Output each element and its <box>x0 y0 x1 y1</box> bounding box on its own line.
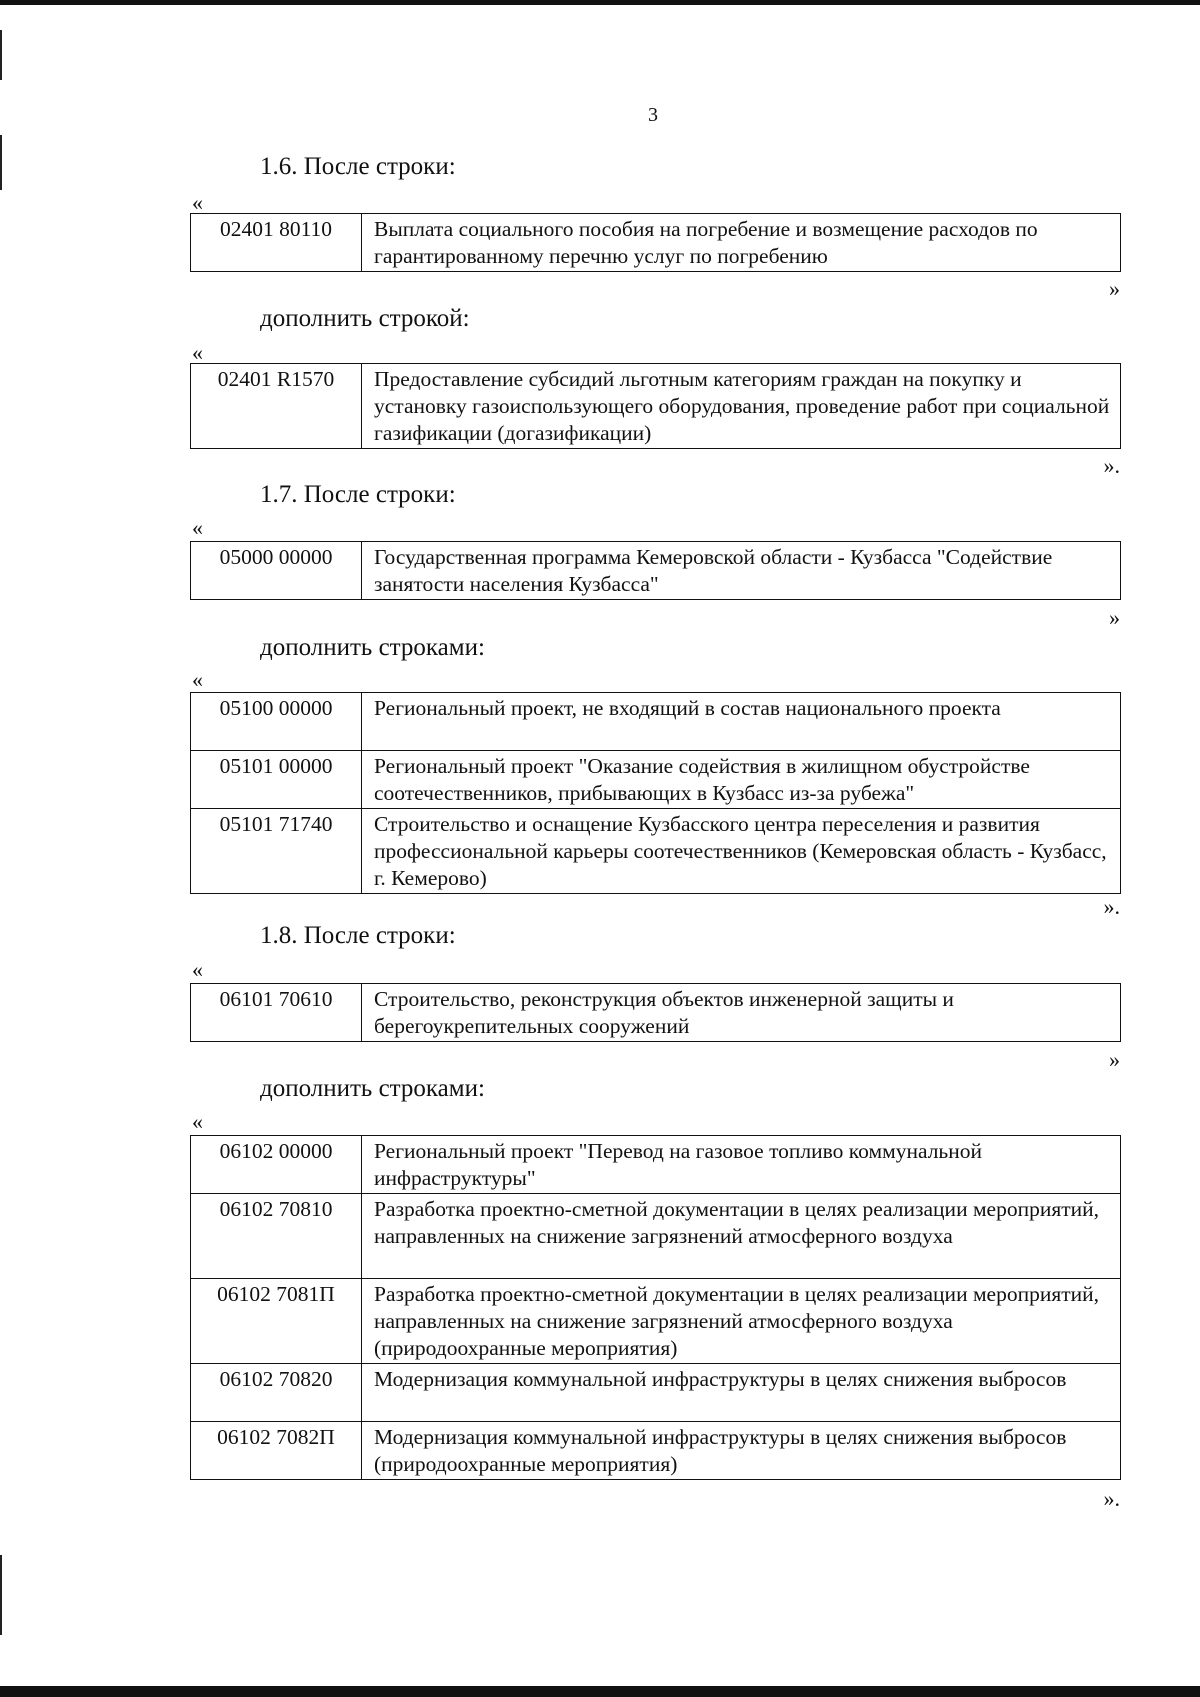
description-cell: Строительство и оснащение Кузбасского центра переселения и развития профессиональной карьеры соотечественников (Кемеровская область - Кузбасс, г. Кемерово) <box>362 809 1121 894</box>
top-scan-border <box>0 0 1200 5</box>
table-row <box>191 542 1121 600</box>
add-heading: дополнить строками: <box>260 634 485 661</box>
before-table <box>190 541 1121 600</box>
code-cell: 06102 7081П <box>191 1279 362 1364</box>
code-cell: 06102 7082П <box>191 1422 362 1480</box>
quote-open: « <box>192 957 203 982</box>
code-cell: 05101 00000 <box>191 751 362 809</box>
description-cell: Разработка проектно-сметной документации в целях реализации мероприятий, направленных на снижение загрязнений атмосферного воздуха <box>362 1194 1121 1279</box>
section-heading: 1.7. После строки: <box>260 481 456 508</box>
quote-open: « <box>192 340 203 365</box>
code-cell: 05000 00000 <box>191 542 362 600</box>
code-cell: 06101 70610 <box>191 984 362 1042</box>
quote-close: » <box>1109 276 1120 301</box>
table-row <box>191 1279 1121 1364</box>
add-table <box>190 363 1121 449</box>
section-heading: 1.6. После строки: <box>260 153 456 180</box>
add-heading: дополнить строками: <box>260 1075 485 1102</box>
table-row <box>191 1364 1121 1422</box>
table-row <box>191 693 1121 751</box>
add-heading: дополнить строкой: <box>260 305 470 332</box>
table-row <box>191 984 1121 1042</box>
code-cell: 02401 80110 <box>191 214 362 272</box>
quote-open: « <box>192 190 203 215</box>
description-cell: Модернизация коммунальной инфраструктуры в целях снижения выбросов <box>362 1364 1121 1422</box>
code-cell: 06102 70820 <box>191 1364 362 1422</box>
before-table <box>190 213 1121 272</box>
description-cell: Государственная программа Кемеровской области - Кузбасса "Содействие занятости населения Кузбасса" <box>362 542 1121 600</box>
code-cell: 05100 00000 <box>191 693 362 751</box>
scan-edge-mark <box>0 30 2 80</box>
table-row <box>191 364 1121 449</box>
quote-close: ». <box>1103 453 1120 478</box>
section-heading: 1.8. После строки: <box>260 922 456 949</box>
table-row <box>191 214 1121 272</box>
table-row <box>191 1136 1121 1194</box>
description-cell: Региональный проект, не входящий в состав национального проекта <box>362 693 1121 751</box>
page-number: 3 <box>648 104 658 126</box>
bottom-scan-border <box>0 1686 1200 1697</box>
add-table <box>190 692 1121 894</box>
add-table <box>190 1135 1121 1480</box>
code-cell: 06102 00000 <box>191 1136 362 1194</box>
description-cell: Строительство, реконструкция объектов инженерной защиты и берегоукрепительных сооружений <box>362 984 1121 1042</box>
description-cell: Разработка проектно-сметной документации в целях реализации мероприятий, направленных на снижение загрязнений атмосферного воздуха (природоохранные мероприятия) <box>362 1279 1121 1364</box>
quote-open: « <box>192 667 203 692</box>
quote-open: « <box>192 1109 203 1134</box>
scan-edge-mark <box>0 1555 2 1635</box>
description-cell: Региональный проект "Перевод на газовое топливо коммунальной инфраструктуры" <box>362 1136 1121 1194</box>
description-cell: Региональный проект "Оказание содействия в жилищном обустройстве соотечественников, прибывающих в Кузбасс из-за рубежа" <box>362 751 1121 809</box>
quote-close: » <box>1109 1047 1120 1072</box>
table-row <box>191 1194 1121 1279</box>
quote-close: ». <box>1103 1486 1120 1511</box>
scan-edge-mark <box>0 135 2 190</box>
quote-close: ». <box>1103 894 1120 919</box>
table-row <box>191 751 1121 809</box>
before-table <box>190 983 1121 1042</box>
quote-open: « <box>192 515 203 540</box>
code-cell: 06102 70810 <box>191 1194 362 1279</box>
description-cell: Модернизация коммунальной инфраструктуры в целях снижения выбросов (природоохранные мероприятия) <box>362 1422 1121 1480</box>
description-cell: Предоставление субсидий льготным категориям граждан на покупку и установку газоиспользующего оборудования, проведение работ при социальной газификации (догазификации) <box>362 364 1121 449</box>
code-cell: 05101 71740 <box>191 809 362 894</box>
table-row <box>191 809 1121 894</box>
quote-close: » <box>1109 605 1120 630</box>
table-row <box>191 1422 1121 1480</box>
description-cell: Выплата социального пособия на погребение и возмещение расходов по гарантированному перечню услуг по погребению <box>362 214 1121 272</box>
code-cell: 02401 R1570 <box>191 364 362 449</box>
